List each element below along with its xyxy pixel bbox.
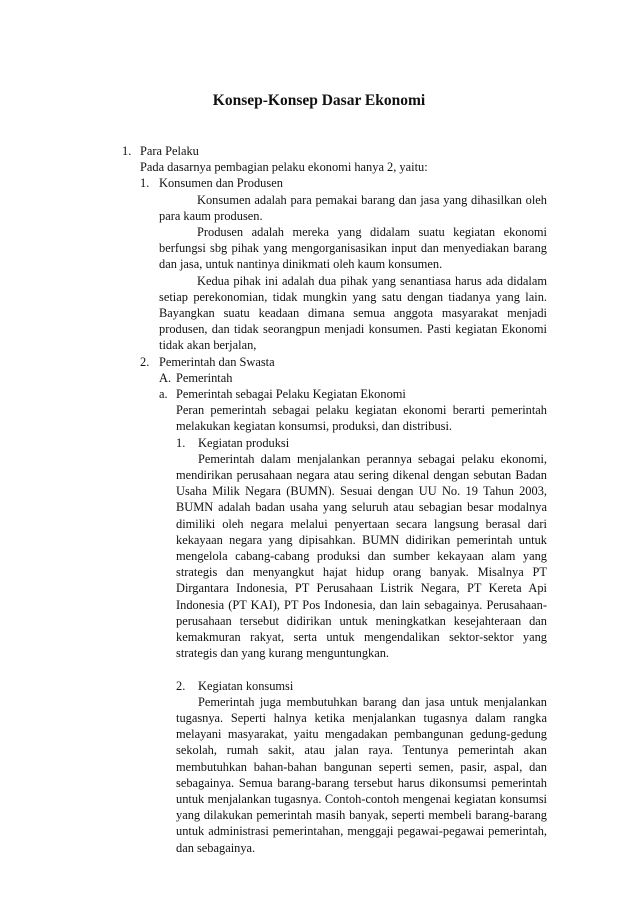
kegiatan-produksi-body: [122, 451, 547, 662]
list-number: 1.: [140, 176, 150, 191]
subsection-heading: Konsumen dan Produsen: [159, 176, 283, 191]
subsection-pemerintah-swasta: [122, 354, 547, 370]
list-letter: A.: [159, 370, 172, 385]
list-number: 1.: [176, 435, 186, 450]
document-body: [122, 143, 547, 856]
subsection-heading: Pemerintah dan Swasta: [159, 354, 275, 369]
paragraph-produsen: Produsen adalah mereka yang didalam suatu kegiatan ekonomi berfungsi sbg pihak yang mengorganisasikan input dan menyediakan barang dan jasa, untuk nantinya dinikmati oleh kaum konsumen.: [159, 225, 547, 272]
spacer: [122, 662, 547, 678]
section-para-pelaku: [122, 143, 547, 159]
item-pemerintah: [122, 370, 547, 386]
item-heading: Pemerintah sebagai Pelaku Kegiatan Ekonomi: [176, 387, 406, 402]
paragraph-produksi: Pemerintah dalam menjalankan perannya sebagai pelaku ekonomi, mendirikan perusahaan negara atau sering dikenal dengan sebutan Badan Usaha Milik Negara (BUMN). Sesuai dengan UU No. 19 Tahun 2003, BUMN adalah badan usaha yang seluruh atau sebagian besar modalnya dimiliki oleh negara melalui penyertaan secara langsung berasal dari kekayaan negara yang dipisahkan. BUMN didirikan pemerintah untuk mengelola cabang-cabang produksi dan sumber kekayaan alam yang strategis dan menyangkut hajat hidup orang banyak. Misalnya PT Dirgantara Indonesia, PT Perusahaan Listrik Negara, PT Kereta Api Indonesia (PT KAI), PT Pos Indonesia, dan lain sebagainya. Perusahaan-perusahaan tersebut didirikan untuk meningkatkan kesejahteraan dan kemakmuran rakyat, serta untuk mengendalikan sektor-sektor yang strategis dan yang kurang menguntungkan.: [176, 451, 547, 661]
paragraph-konsumen: Konsumen adalah para pemakai barang dan jasa yang dihasilkan oleh para kaum produsen.: [159, 192, 547, 223]
paragraph-kedua-pihak: Kedua pihak ini adalah dua pihak yang senantiasa harus ada didalam setiap perekonomian, tidak mungkin yang satu dengan tiadanya yang lain. Bayangkan suatu keadaan dimana semua anggota masyarakat menjadi produsen, dan tidak seorangpun menjadi konsumen. Pasti kegiatan Ekonomi tidak akan berjalan,: [159, 273, 547, 353]
item-description: Peran pemerintah sebagai pelaku kegiatan ekonomi berarti pemerintah melakukan kegiatan konsumsi, produksi, dan distribusi.: [176, 403, 547, 434]
item-pemerintah-pelaku: [122, 386, 547, 402]
kegiatan-heading: Kegiatan produksi: [198, 435, 290, 450]
subsection-body: [122, 192, 547, 354]
kegiatan-konsumsi: [122, 678, 547, 694]
list-number: 1.: [122, 144, 132, 158]
document-title: Konsep-Konsep Dasar Ekonomi: [212, 92, 426, 109]
list-letter: a.: [159, 387, 168, 402]
paragraph-konsumsi: Pemerintah juga membutuhkan barang dan jasa untuk menjalankan tugasnya. Seperti halnya ketika menjalankan tugasnya dalam rangka melayani masyarakat, yaitu mengadakan pembangunan gedung-gedung sekolah, rumah sakit, atau jalan raya. Tentunya pemerintah akan membutuhkan bahan-bahan bangunan seperti semen, pasir, aspal, dan sebagainya. Semua barang-barang tersebut harus dikonsumsi pemerintah untuk menjalankan tugasnya. Contoh-contoh mengenai kegiatan konsumsi yang dilakukan pemerintah masih banyak, seperti membeli barang-barang untuk administrasi pemerintahan, menggaji pegawai-pegawai pemerintah, dan sebagainya.: [176, 694, 547, 855]
section-intro: Pada dasarnya pembagian pelaku ekonomi hanya 2, yaitu:: [140, 160, 428, 175]
list-number: 2.: [176, 678, 186, 693]
subsection-konsumen-produsen: [122, 175, 547, 191]
kegiatan-produksi: [122, 435, 547, 451]
kegiatan-heading: Kegiatan konsumsi: [198, 678, 294, 693]
kegiatan-konsumsi-body: [122, 694, 547, 856]
item-text: Pemerintah: [176, 370, 233, 385]
section-heading: Para Pelaku: [140, 144, 199, 158]
list-number: 2.: [140, 354, 150, 369]
